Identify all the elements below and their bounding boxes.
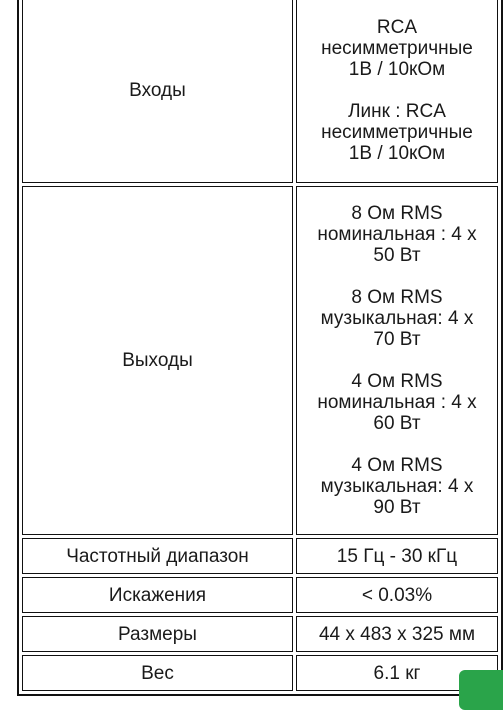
- outputs-line: 4 Ом RMS: [351, 455, 443, 476]
- inputs-line: RCA: [376, 16, 418, 38]
- table-row-frequency: [22, 538, 498, 574]
- outputs-line: 90 Вт: [373, 497, 421, 518]
- outputs-line: номинальная : 4 x: [317, 392, 477, 413]
- outputs-value: [296, 186, 498, 535]
- paragraph-gap: [297, 80, 497, 101]
- outputs-label: Выходы: [22, 186, 293, 535]
- outputs-line: 70 Вт: [373, 329, 421, 350]
- inputs-line: 1В / 10кОм: [348, 58, 446, 80]
- distortion-label: Искажения: [22, 577, 293, 613]
- outputs-line: музыкальная: 4 x: [320, 476, 474, 497]
- inputs-line: несимметричные: [321, 121, 473, 143]
- outputs-line: 8 Ом RMS: [351, 287, 443, 308]
- table-row-distortion: [22, 577, 498, 613]
- outputs-line: номинальная : 4 x: [317, 224, 477, 245]
- table-row-weight: [22, 655, 498, 691]
- dimensions-label: Размеры: [22, 616, 293, 652]
- outputs-line: музыкальная: 4 x: [320, 308, 474, 329]
- inputs-line: Линк : RCA: [348, 100, 446, 122]
- frequency-value: 15 Гц - 30 кГц: [296, 538, 498, 574]
- table-row-dimensions: [22, 616, 498, 652]
- outputs-line: 60 Вт: [373, 413, 421, 434]
- weight-label: Вес: [22, 655, 293, 691]
- table-row-outputs: [22, 186, 498, 535]
- frequency-label: Частотный диапазон: [22, 538, 293, 574]
- inputs-line: несимметричные: [321, 37, 473, 59]
- paragraph-gap: [297, 350, 497, 371]
- outputs-line: 50 Вт: [373, 245, 421, 266]
- paragraph-gap: [297, 266, 497, 287]
- distortion-value: < 0.03%: [296, 577, 498, 613]
- specifications-table: [17, 0, 503, 696]
- paragraph-gap: [297, 434, 497, 455]
- dimensions-value: 44 x 483 x 325 мм: [296, 616, 498, 652]
- action-button[interactable]: [459, 670, 503, 710]
- outputs-line: 8 Ом RMS: [351, 203, 443, 224]
- table-row-inputs: [22, 0, 498, 183]
- outputs-line: 4 Ом RMS: [351, 371, 443, 392]
- inputs-label: Входы: [22, 0, 293, 183]
- inputs-value: [296, 0, 498, 183]
- weight-value: 6.1 кг: [296, 655, 498, 691]
- inputs-line: 1В / 10кОм: [348, 142, 446, 164]
